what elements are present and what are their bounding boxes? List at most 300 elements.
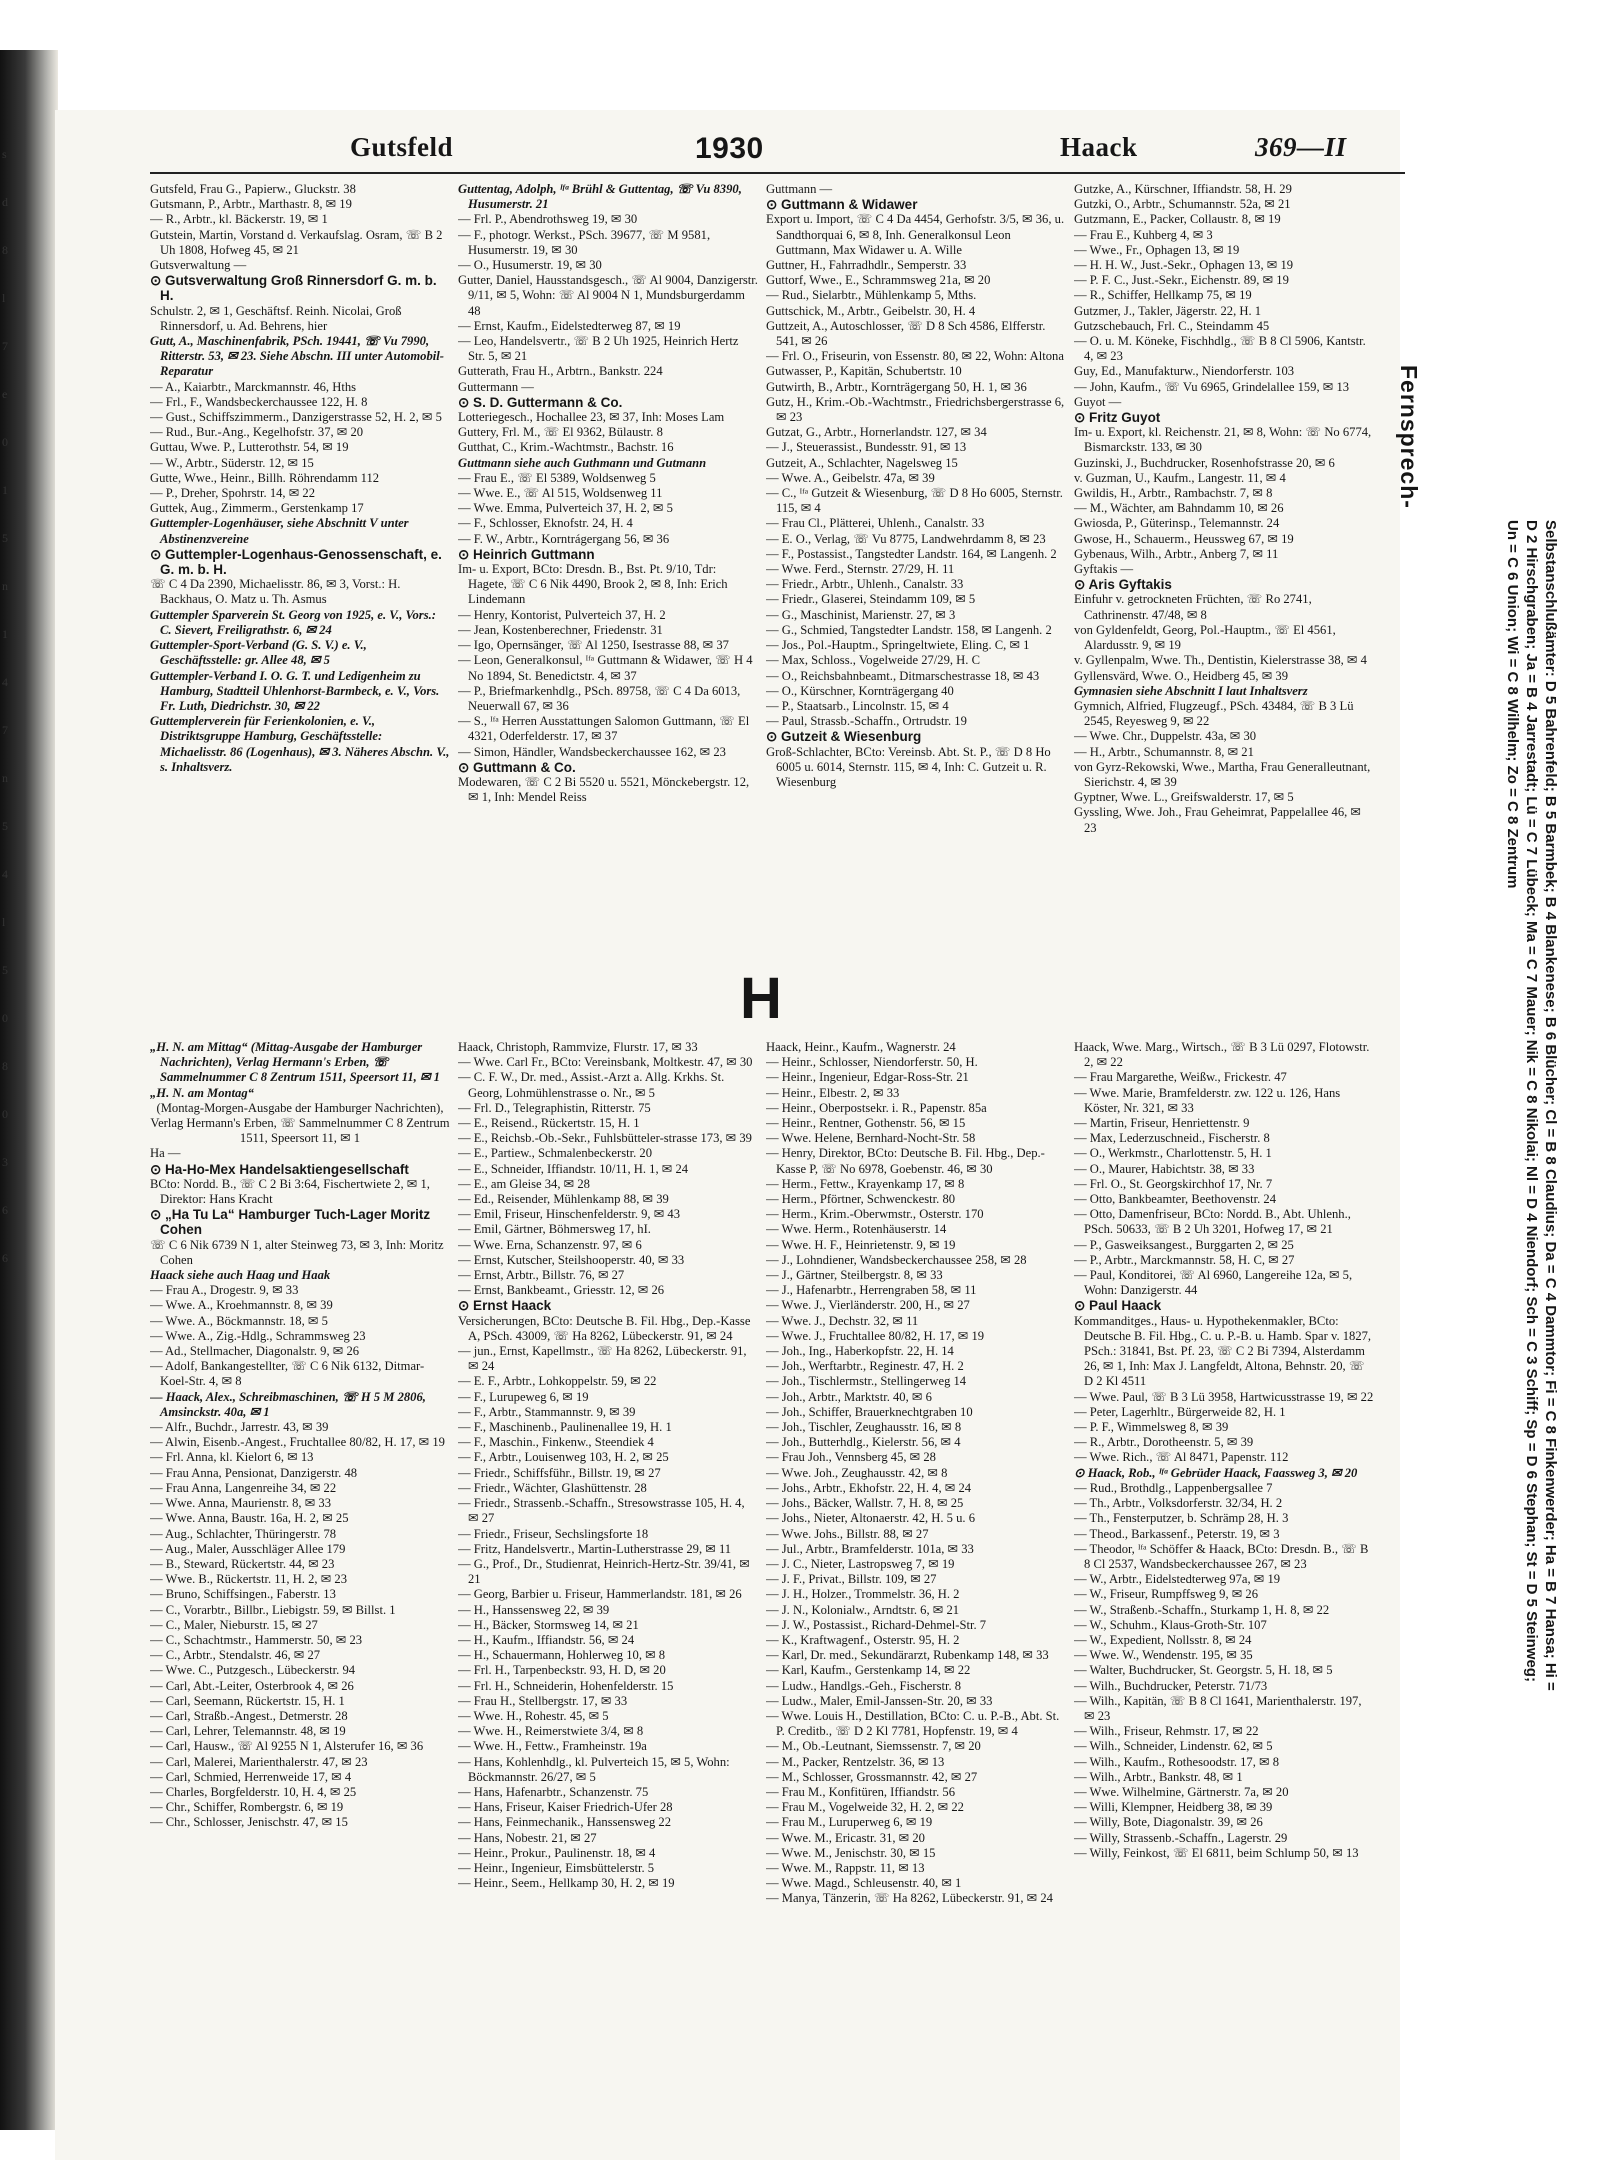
edge-character: 4 bbox=[2, 867, 8, 881]
directory-entry: — J. C., Nieter, Lastropsweg 7, ✉ 19 bbox=[766, 1556, 955, 1571]
directory-entry: Guttschick, M., Arbtr., Geibelstr. 30, H. 4 bbox=[766, 303, 976, 318]
edge-character: 1 bbox=[2, 627, 8, 641]
directory-entry: — Wwe. J., Dechstr. 32, ✉ 11 bbox=[766, 1313, 919, 1328]
directory-entry: — Emil, Gärtner, Böhmersweg 17, hI. bbox=[458, 1222, 651, 1237]
directory-entry: ⊙ Heinrich Guttmann bbox=[458, 546, 595, 562]
directory-entry: — Johs., Bäcker, Wallstr. 7, H. 8, ✉ 25 bbox=[766, 1496, 964, 1511]
edge-character: n bbox=[2, 579, 8, 593]
header-left-keyword: Gutsfeld bbox=[350, 132, 454, 162]
directory-entry: — Wwe. E., ☏ Al 515, Woldsenweg 11 bbox=[458, 486, 663, 501]
edge-character: 5 bbox=[2, 819, 8, 833]
directory-entry: — Friedr., Strassenb.-Schaffn., Stresowstrasse 105, H. 4, ✉ 27 bbox=[458, 1496, 745, 1526]
directory-entry: — Heinr., Schlosser, Niendorferstr. 50, H. bbox=[766, 1055, 978, 1070]
directory-entry: — Heinr., Ingenieur, Eimsbüttelerstr. 5 bbox=[458, 1860, 655, 1875]
directory-entry: — J., Steuerassist., Bundesstr. 91, ✉ 13 bbox=[766, 440, 967, 455]
directory-entry: — R., Arbtr., Dorotheenstr. 5, ✉ 39 bbox=[1074, 1435, 1254, 1450]
directory-entry: — Wwe. Johs., Billstr. 88, ✉ 27 bbox=[766, 1526, 929, 1541]
running-head bbox=[350, 132, 1435, 172]
directory-entry: — Wwe. Joh., Zeughausstr. 42, ✉ 8 bbox=[766, 1465, 948, 1480]
directory-entry: Gutsverwaltung — bbox=[150, 258, 247, 273]
directory-entry: — Joh., Werftarbtr., Reginestr. 47, H. 2 bbox=[766, 1359, 964, 1374]
directory-entry: — O. u. M. Köneke, Fischhdlg., ☏ B 8 Cl 5906, Kantstr. 4, ✉ 23 bbox=[1074, 334, 1366, 364]
directory-entry: — Leon, Generalkonsul, ᴵᶠᵃ Guttmann & Widawer, ☏ H 4 No 1894, St. Benedictstr. 4, ✉ 37 bbox=[458, 653, 753, 683]
directory-entry: Guzinski, J., Buchdrucker, Rosenhofstrasse 20, ✉ 6 bbox=[1074, 455, 1335, 470]
directory-entry: — O., Reichsbahnbeamt., Ditmarschestrasse 18, ✉ 43 bbox=[766, 668, 1040, 683]
directory-entry: — Henry, Kontorist, Pulverteich 37, H. 2 bbox=[458, 607, 666, 622]
directory-entry: — Ad., Stellmacher, Diagonalstr. 9, ✉ 26 bbox=[150, 1344, 360, 1359]
directory-entry: — E., am Gleise 34, ✉ 28 bbox=[458, 1176, 590, 1191]
directory-entry: Gymnich, Alfried, Flugzeugf., PSch. 43484, ☏ B 3 Lü 2545, Reyesweg 9, ✉ 22 bbox=[1074, 698, 1354, 729]
directory-entry: Haack, Wwe. Marg., Wirtsch., ☏ B 3 Lü 0297, Flotowstr. 2, ✉ 22 bbox=[1074, 1040, 1370, 1070]
directory-entry: — Willy, Feinkost, ☏ El 6811, beim Schlump 50, ✉ 13 bbox=[1074, 1845, 1359, 1860]
directory-entry: — Theodor, ᴵᶠᵃ Schöffer & Haack, BCto: Dresdn. B., ☏ B 8 Cl 2537, Wandsbeckerchaussee 267, ✉ 23 bbox=[1074, 1541, 1369, 1571]
edge-character: 7 bbox=[2, 723, 8, 737]
directory-entry: — S., ᴵᶠᵃ Herren Ausstattungen Salomon Guttmann, ☏ El 4321, Oderfelderstr. 17, ✉ 37 bbox=[458, 714, 750, 744]
directory-entry: Gutte, Wwe., Heinr., Billh. Röhrendamm 112 bbox=[150, 470, 380, 485]
directory-entry: Gutzschebauch, Frl. C., Steindamm 45 bbox=[1074, 318, 1270, 333]
directory-entry: — Wwe. Herm., Rotenhäuserstr. 14 bbox=[766, 1222, 947, 1237]
directory-entry: — E., Schneider, Iffiandstr. 10/11, H. 1, ✉ 24 bbox=[458, 1161, 689, 1176]
directory-entry: — Heinr., Prokur., Paulinenstr. 18, ✉ 4 bbox=[458, 1845, 656, 1860]
directory-entry: — Wilh., Arbtr., Bankstr. 48, ✉ 1 bbox=[1074, 1769, 1243, 1784]
directory-entry: — Joh., Schiffer, Brauerknechtgraben 10 bbox=[766, 1404, 973, 1419]
directory-entry: — E., Partiew., Schmalenbeckerstr. 20 bbox=[458, 1146, 652, 1161]
directory-entry: — Jean, Kostenberechner, Friedenstr. 31 bbox=[458, 622, 663, 637]
directory-entry: — K., Kraftwagenf., Osterstr. 95, H. 2 bbox=[766, 1632, 960, 1647]
directory-entry: — Ernst, Bankbeamt., Griesstr. 12, ✉ 26 bbox=[458, 1283, 665, 1298]
directory-entry: — Willy, Strassenb.-Schaffn., Lagerstr. 29 bbox=[1074, 1830, 1288, 1845]
directory-entry: — Max, Lederzuschneid., Fischerstr. 8 bbox=[1074, 1131, 1270, 1146]
directory-entry: — Wwe. M., Ericastr. 31, ✉ 20 bbox=[766, 1830, 925, 1845]
directory-entry: Gutz, H., Krim.-Ob.-Wachtmstr., Friedrichsbergerstrasse 6, ✉ 23 bbox=[766, 394, 1065, 425]
directory-entry: — E. O., Verlag, ☏ Vu 8775, Landwehrdamm 8, ✉ 23 bbox=[766, 531, 1046, 546]
directory-entry: — Rud., Brothdlg., Lappenbergsallee 7 bbox=[1074, 1480, 1273, 1495]
directory-entry: — J. F., Privat., Billstr. 109, ✉ 27 bbox=[766, 1572, 937, 1587]
directory-entry: — Wwe. A., Böckmannstr. 18, ✉ 5 bbox=[150, 1313, 328, 1328]
directory-entry: — John, Kaufm., ☏ Vu 6965, Grindelallee 159, ✉ 13 bbox=[1074, 379, 1350, 394]
directory-entry: Guttempler-Verband I. O. G. T. und Ledigenheim zu Hamburg, Stadtteil Uhlenhorst-Barmbeck, e. V., Vors. Fr. Luth, Diedrichstr. 30, ✉ 22 bbox=[150, 668, 440, 713]
directory-entry: — F., Maschin., Finkenw., Steendiek 4 bbox=[458, 1435, 654, 1450]
directory-entry: — C. F. W., Dr. med., Assist.-Arzt a. Allg. Krkhs. St. Georg, Lohmühlenstrasse o. Nr., ✉ 5 bbox=[458, 1070, 725, 1100]
directory-entry: — F., Arbtr., Stammannstr. 9, ✉ 39 bbox=[458, 1404, 636, 1419]
directory-entry: Gutt, A., Maschinenfabrik, PSch. 19441, ☏ Vu 7990, Ritterstr. 53, ✉ 23. Siehe Abschn. III unter Automobil-Reparatur bbox=[150, 334, 444, 379]
directory-entry: — Frl. H., Tarpenbeckstr. 93, H. D, ✉ 20 bbox=[458, 1663, 666, 1678]
directory-entry: — Heinr., Seem., Hellkamp 30, H. 2, ✉ 19 bbox=[458, 1876, 675, 1891]
header-right-keyword: Haack bbox=[1060, 132, 1138, 162]
directory-entry: Guyot — bbox=[1074, 394, 1122, 409]
directory-entry: — Wilh., Kapitän, ☏ B 8 Cl 1641, Marienthalerstr. 197, ✉ 23 bbox=[1074, 1693, 1362, 1723]
directory-entry: Gutthat, C., Krim.-Wachtmstr., Bachstr. 16 bbox=[458, 440, 674, 455]
directory-entry: — Frl. P., Abendrothsweg 19, ✉ 30 bbox=[458, 212, 638, 227]
directory-entry: Gutzeit, A., Schlachter, Nagelsweg 15 bbox=[766, 455, 958, 470]
edge-character: 3 bbox=[2, 1155, 8, 1169]
directory-entry: — F., Schlosser, Eknofstr. 24, H. 4 bbox=[458, 516, 633, 531]
directory-entry: — Carl, Malerei, Marienthalerstr. 47, ✉ 23 bbox=[150, 1754, 368, 1769]
directory-entry: — Wilh., Friseur, Rehmstr. 17, ✉ 22 bbox=[1074, 1724, 1259, 1739]
directory-entry: — W., Expedient, Nollsstr. 8, ✉ 24 bbox=[1074, 1632, 1252, 1647]
directory-entry: — Wwe. H., Rohestr. 45, ✉ 5 bbox=[458, 1708, 609, 1723]
directory-entry: — F., Postassist., Tangstedter Landstr. 164, ✉ Langenh. 2 bbox=[766, 546, 1057, 561]
directory-entry: Guttemplerverein für Ferienkolonien, e. V., Distriktsgruppe Hamburg, Geschäftsstelle: Michaelisstr. 86 (Logenhaus), ✉ 3. Näheres Abschn. V., s. Inhaltsverz. bbox=[150, 714, 450, 774]
directory-entry: — Bruno, Schiffsingen., Faberstr. 13 bbox=[150, 1587, 336, 1602]
directory-entry: „H. N. am Mittag“ (Mittag-Ausgabe der Hamburger Nachrichten), Verlag Hermann's Erben, ☏ Sammelnummer C 8 Zentrum 1511, Speersort 11, ✉ 1 bbox=[150, 1040, 440, 1085]
directory-entry: — Wwe. M., Jenischstr. 30, ✉ 15 bbox=[766, 1845, 936, 1860]
directory-entry: — O., Werkmstr., Charlottenstr. 5, H. 1 bbox=[1074, 1146, 1272, 1161]
directory-entry: Gutwirth, B., Arbtr., Kornträgergang 50, H. 1, ✉ 36 bbox=[766, 379, 1027, 394]
directory-entry: ☏ C 6 Nik 6739 N 1, alter Steinweg 73, ✉ 3, Inh: Moritz Cohen bbox=[150, 1237, 444, 1267]
directory-entry: — Joh., Ing., Haberkopfstr. 22, H. 14 bbox=[766, 1344, 954, 1359]
directory-entry: — Theod., Barkassenf., Peterstr. 19, ✉ 3 bbox=[1074, 1526, 1280, 1541]
edge-character: 6 bbox=[2, 1203, 8, 1217]
directory-entry: von Gyrz-Rekowski, Wwe., Martha, Frau Generalleutnant, Sierichstr. 4, ✉ 39 bbox=[1074, 759, 1371, 789]
directory-entry: — Chr., Schiffer, Rombergstr. 6, ✉ 19 bbox=[150, 1800, 344, 1815]
edge-character: 0 bbox=[2, 1107, 8, 1121]
directory-entry: Haack, Christoph, Rammvize, Flurstr. 17, ✉ 33 bbox=[458, 1040, 698, 1054]
directory-entry: Guttempler-Sport-Verband (G. S. V.) e. V., Geschäftsstelle: gr. Allee 48, ✉ 5 bbox=[150, 638, 367, 668]
directory-entry: — P., Briefmarkenhdlg., PSch. 89758, ☏ C 4 Da 6013, Neuerwall 67, ✉ 36 bbox=[458, 683, 741, 713]
directory-entry: ☏ C 4 Da 2390, Michaelisstr. 86, ✉ 3, Vorst.: H. Backhaus, O. Matz u. Th. Asmus bbox=[150, 577, 401, 607]
directory-entry: — Heinr., Rentner, Gothenstr. 56, ✉ 15 bbox=[766, 1116, 966, 1131]
directory-entry: — Jos., Pol.-Hauptm., Springeltwiete, Eling. C, ✉ 1 bbox=[766, 638, 1030, 653]
directory-entry: — Wwe. Chr., Duppelstr. 43a, ✉ 30 bbox=[1074, 729, 1257, 744]
directory-entry: — Aug., Schlachter, Thüringerstr. 78 bbox=[150, 1526, 337, 1541]
directory-entry: — Wwe. A., Geibelstr. 47a, ✉ 39 bbox=[766, 470, 935, 485]
directory-entry: v. Guzman, U., Kaufm., Langestr. 11, ✉ 4 bbox=[1074, 470, 1286, 485]
directory-entry: — Wwe. Helene, Bernhard-Nocht-Str. 58 bbox=[766, 1131, 976, 1146]
directory-entry: — Wwe. C., Putzgesch., Lübeckerstr. 94 bbox=[150, 1663, 356, 1678]
directory-entry: Ha — bbox=[150, 1146, 181, 1161]
directory-entry: Gyllensvärd, Wwe. O., Heidberg 45, ✉ 39 bbox=[1074, 668, 1288, 683]
directory-entry: — Wwe. B., Rückertstr. 11, H. 2, ✉ 23 bbox=[150, 1572, 347, 1587]
directory-entry: — jun., Ernst, Kapellmstr., ☏ Ha 8262, Lübeckerstr. 91, ✉ 24 bbox=[458, 1344, 747, 1374]
directory-entry: — Peter, Lagerhltr., Bürgerweide 82, H. 1 bbox=[1074, 1404, 1286, 1419]
directory-entry: Guttmann siehe auch Guthmann und Gutmann bbox=[458, 455, 707, 470]
directory-entry: ⊙ Guttempler-Logenhaus-Genossenschaft, e. G. m. b. H. bbox=[150, 546, 442, 578]
directory-entry: — O., Husumerstr. 19, ✉ 30 bbox=[458, 258, 602, 273]
directory-entry: — Otto, Bankbeamter, Beethovenstr. 24 bbox=[1074, 1192, 1277, 1207]
directory-entry: — J., Lohndiener, Wandsbeckerchaussee 258, ✉ 28 bbox=[766, 1252, 1027, 1267]
directory-entry: Gwildis, H., Arbtr., Rambachstr. 7, ✉ 8 bbox=[1074, 486, 1273, 501]
directory-entry: — Herm., Fettw., Krayenkamp 17, ✉ 8 bbox=[766, 1176, 965, 1191]
directory-entry: — R., Schiffer, Hellkamp 75, ✉ 19 bbox=[1074, 288, 1252, 303]
directory-entry: ⊙ Gutzeit & Wiesenburg bbox=[766, 729, 922, 745]
directory-entry: ⊙ Aris Gyftakis bbox=[1074, 577, 1172, 593]
directory-entry: Guttzeit, A., Autoschlosser, ☏ D 8 Sch 4586, Elfferstr. 541, ✉ 26 bbox=[766, 318, 1046, 349]
directory-entry: — Wwe. J., Fruchtallee 80/82, H. 17, ✉ 19 bbox=[766, 1328, 985, 1343]
directory-entry: Guttek, Aug., Zimmerm., Gerstenkamp 17 bbox=[150, 501, 364, 516]
directory-entry: — Rud., Bur.-Ang., Kegelhofstr. 37, ✉ 20 bbox=[150, 425, 364, 440]
directory-entry: — Frau M., Vogelweide 32, H. 2, ✉ 22 bbox=[766, 1800, 964, 1815]
directory-entry: — P., Arbtr., Marckmannstr. 58, H. C, ✉ 27 bbox=[1074, 1252, 1295, 1267]
header-year: 1930 bbox=[695, 132, 764, 165]
directory-entry: — Carl, Seemann, Rückertstr. 15, H. 1 bbox=[150, 1693, 345, 1708]
directory-entry: Haack, Heinr., Kaufm., Wagnerstr. 24 bbox=[766, 1040, 956, 1054]
directory-entry: — Wilh., Buchdrucker, Peterstr. 71/73 bbox=[1074, 1678, 1268, 1693]
directory-entry: — B., Steward, Rückertstr. 44, ✉ 23 bbox=[150, 1556, 335, 1571]
directory-entry: Kommanditges., Haus- u. Hypothekenmakler, BCto: Deutsche B. Fil. Hbg., C. u. P.-B. u. Hamb. Spar v. 1827, PSch.: 31841, Bst. Pf. 23, ☏ C 2 Bi 7394, Alsterdamm 26, ✉ 1, Inh: Max J. Langfeldt, Altona, Behnstr. 20, ☏ D 2 Kl 4511 bbox=[1074, 1313, 1372, 1389]
directory-entry: Guttorf, Wwe., E., Schrammsweg 21a, ✉ 20 bbox=[766, 273, 991, 288]
directory-entry: — Georg, Barbier u. Friseur, Hammerlandstr. 181, ✉ 26 bbox=[458, 1587, 742, 1602]
directory-entry: ⊙ Ernst Haack bbox=[458, 1298, 552, 1314]
directory-entry: — Wwe. A., Kroehmannstr. 8, ✉ 39 bbox=[150, 1298, 333, 1313]
directory-entry: — E., Reisend., Rückertstr. 15, H. 1 bbox=[458, 1116, 640, 1131]
directory-entry: — Wwe. J., Vierländerstr. 200, H., ✉ 27 bbox=[766, 1298, 970, 1313]
directory-entry: Im- u. Export, BCto: Dresdn. B., Bst. Pt. 9/10, Tdr: Hagete, ☏ C 6 Nik 4490, Brook 2, ✉ 8, Inh: Erich Lindemann bbox=[458, 562, 728, 607]
directory-entry: — Frau M., Konfitüren, Iffiandstr. 56 bbox=[766, 1784, 955, 1799]
directory-entry: — Wwe. Carl Fr., BCto: Vereinsbank, Moltkestr. 47, ✉ 30 bbox=[458, 1055, 753, 1070]
directory-entry: — Frau E., ☏ El 5389, Woldsenweg 5 bbox=[458, 470, 656, 485]
directory-entry: — Paul, Strassb.-Schaffn., Ortrudstr. 19 bbox=[766, 714, 967, 729]
directory-entry: — J. W., Postassist., Richard-Dehmel-Str. 7 bbox=[766, 1617, 987, 1632]
directory-entry: Gutsfeld, Frau G., Papierw., Gluckstr. 38 bbox=[150, 182, 356, 196]
directory-entry: — R., Arbtr., kl. Bäckerstr. 19, ✉ 1 bbox=[150, 212, 328, 227]
directory-entry: ⊙ S. D. Guttermann & Co. bbox=[458, 394, 623, 410]
facing-page-edge bbox=[2, 130, 16, 1282]
directory-entry: — Wwe. Marie, Bramfelderstr. zw. 122 u. 126, Hans Köster, Nr. 321, ✉ 33 bbox=[1074, 1085, 1341, 1115]
directory-entry: Guttempler Sparverein St. Georg von 1925, e. V., Vors.: C. Sievert, Freiligrathstr. 6, ✉ 24 bbox=[150, 607, 436, 637]
directory-entry: — Frau M., Luruperweg 6, ✉ 19 bbox=[766, 1815, 933, 1830]
directory-entry: — F., Maschinenb., Paulinenallee 19, H. 1 bbox=[458, 1420, 672, 1435]
directory-entry: — G., Prof., Dr., Studienrat, Heinrich-Hertz-Str. 39/41, ✉ 21 bbox=[458, 1556, 750, 1587]
directory-entry: — Wwe. H., Reimerstwiete 3/4, ✉ 8 bbox=[458, 1724, 644, 1739]
directory-entry: — J., Gärtner, Steilbergstr. 8, ✉ 33 bbox=[766, 1268, 943, 1283]
directory-entry: Gyptner, Wwe. L., Greifswalderstr. 17, ✉ 5 bbox=[1074, 790, 1294, 805]
directory-entry: — H., Kaufm., Iffiandstr. 56, ✉ 24 bbox=[458, 1632, 635, 1647]
directory-entry: Haack siehe auch Haag und Haak bbox=[150, 1268, 331, 1283]
directory-entry: Guttery, Frl. M., ☏ El 9362, Bülaustr. 8 bbox=[458, 425, 663, 440]
directory-entry: — Frau E., Kuhberg 4, ✉ 3 bbox=[1074, 227, 1213, 242]
directory-entry: — Charles, Borgfelderstr. 10, H. 4, ✉ 25 bbox=[150, 1784, 357, 1799]
directory-entry: — W., Arbtr., Süderstr. 12, ✉ 15 bbox=[150, 455, 314, 470]
edge-character: e bbox=[2, 387, 8, 401]
directory-entry: Schulstr. 2, ✉ 1, Geschäftsf. Reinh. Nicolai, Groß Rinnersdorf, u. Ad. Behrens, hier bbox=[150, 303, 402, 333]
directory-entry: — P., Dreher, Spohrstr. 14, ✉ 22 bbox=[150, 486, 316, 501]
directory-entry: — Wwe. H., Fettw., Framheinstr. 19a bbox=[458, 1739, 647, 1754]
directory-entry: — Heinr., Elbestr. 2, ✉ 33 bbox=[766, 1085, 900, 1100]
directory-entry: — Wwe. Emma, Pulverteich 37, H. 2, ✉ 5 bbox=[458, 501, 673, 516]
directory-entry: Modewaren, ☏ C 2 Bi 5520 u. 5521, Mönckebergstr. 12, ✉ 1, Inh: Mendel Reiss bbox=[458, 774, 750, 805]
directory-entry: — J. H., Holzer., Trommelstr. 36, H. 2 bbox=[766, 1587, 960, 1602]
directory-entry: — Frl. D., Telegraphistin, Ritterstr. 75 bbox=[458, 1100, 651, 1115]
column-5 bbox=[150, 1040, 450, 2060]
directory-entry: Gwose, H., Schauerm., Heussweg 67, ✉ 19 bbox=[1074, 531, 1294, 546]
edge-character: 8 bbox=[2, 1059, 8, 1073]
directory-entry: Groß-Schlachter, BCto: Vereinsb. Abt. St. P., ☏ D 8 Ho 6005 u. 6014, Sternstr. 115, ✉ 4, Inh: C. Gutzeit u. R. Wiesenburg bbox=[766, 744, 1051, 789]
directory-entry: — A., Kaiarbtr., Marckmannstr. 46, Hths bbox=[150, 379, 357, 394]
directory-entry: — C., Arbtr., Stendalstr. 46, ✉ 27 bbox=[150, 1648, 321, 1663]
directory-entry: — Frau Cl., Plätterei, Uhlenh., Canalstr. 33 bbox=[766, 516, 985, 531]
directory-entry: — Hans, Friseur, Kaiser Friedrich-Ufer 28 bbox=[458, 1800, 673, 1815]
exchange-abbreviations: Selbstanschlußämter: D 5 Bahrenfeld; B 5 Barmbek; B 4 Blankenese; B 6 Blücher; Cl = B 8 Claudius; Da = C 4 Dammtor; Fi = C 8 Finkenwerder; Ha = B 7 Hansa; Hi = D 2 Hirschgraben; Ja = B 4 Jarrestadt; Lü = C 7 Lübeck; Ma = C 7 Mauer; Nik = C 8 Nikolai; Nl = D 4 Niendorf; Sch = C 3 Schiff; Sp = D 6 Stephan; St = D 5 Steinweg; Un = C 6 Union; Wi = C 8 Wilhelm; Zo = C 8 Zentrum bbox=[1504, 520, 1559, 1691]
directory-entry: — Simon, Händler, Wandsbeckerchaussee 162, ✉ 23 bbox=[458, 744, 726, 759]
directory-entry: Gutsmann, P., Arbtr., Marthastr. 8, ✉ 19 bbox=[150, 197, 352, 212]
directory-entry: Gutzmer, J., Takler, Jägerstr. 22, H. 1 bbox=[1074, 303, 1262, 318]
directory-entry: Im- u. Export, kl. Reichenstr. 21, ✉ 8, Wohn: ☏ No 6774, Bismarckstr. 133, ✉ 30 bbox=[1074, 425, 1372, 455]
directory-entry: — Joh., Tischlermstr., Stellingerweg 14 bbox=[766, 1374, 967, 1389]
directory-entry: — Wwe. H. F., Heinrietenstr. 9, ✉ 19 bbox=[766, 1237, 956, 1252]
directory-entry: — Carl, Hausw., ☏ Al 9255 N 1, Alsterufer 16, ✉ 36 bbox=[150, 1739, 424, 1754]
directory-entry: — Haack, Alex., Schreibmaschinen, ☏ H 5 M 2806, Amsinckstr. 40a, ✉ 1 bbox=[150, 1389, 426, 1419]
column-3 bbox=[766, 182, 1066, 927]
directory-entry: — H., Bäcker, Stormsweg 14, ✉ 21 bbox=[458, 1617, 639, 1632]
directory-entry: Gutstein, Martin, Vorstand d. Verkaufslag. Osram, ☏ B 2 Uh 1808, Hofweg 45, ✉ 21 bbox=[150, 227, 443, 257]
directory-entry: ⊙ „Ha Tu La“ Hamburger Tuch-Lager Moritz Cohen bbox=[150, 1207, 431, 1238]
directory-entry: Gutwasser, P., Kapitän, Schubertstr. 10 bbox=[766, 364, 962, 379]
directory-entry: — W., Straßenb.-Schaffn., Sturkamp 1, H. 8, ✉ 22 bbox=[1074, 1602, 1330, 1617]
directory-entry: — Carl, Straßb.-Angest., Detmerstr. 28 bbox=[150, 1708, 348, 1723]
directory-entry: — Heinr., Ingenieur, Edgar-Ross-Str. 21 bbox=[766, 1070, 969, 1085]
directory-entry: Gybenaus, Wilh., Arbtr., Anberg 7, ✉ 11 bbox=[1074, 546, 1279, 561]
edge-character: d bbox=[2, 195, 8, 209]
directory-entry: — Willy, Bote, Diagonalstr. 39, ✉ 26 bbox=[1074, 1815, 1263, 1830]
directory-entry: — Ed., Reisender, Mühlenkamp 88, ✉ 39 bbox=[458, 1192, 669, 1207]
directory-entry: — Carl, Schmied, Herrenweide 17, ✉ 4 bbox=[150, 1769, 352, 1784]
directory-entry: Gymnasien siehe Abschnitt I laut Inhaltsverz bbox=[1074, 683, 1308, 698]
directory-entry: — Th., Fensterputzer, b. Schrämp 28, H. 3 bbox=[1074, 1511, 1289, 1526]
directory-entry: — C., Schachtmstr., Hammerstr. 50, ✉ 23 bbox=[150, 1632, 363, 1647]
directory-entry: — Henry, Direktor, BCto: Deutsche B. Fil. Hbg., Dep.-Kasse P, ☏ No 6978, Goebenstr. 46, ✉ 30 bbox=[766, 1146, 1045, 1176]
directory-entry: ⊙ Guttmann & Widawer bbox=[766, 197, 918, 213]
directory-entry: — Wwe. W., Wendenstr. 195, ✉ 35 bbox=[1074, 1648, 1253, 1663]
edge-character: n bbox=[2, 771, 8, 785]
directory-entry: — P. F., Wimmelsweg 8, ✉ 39 bbox=[1074, 1420, 1229, 1435]
directory-entry: — O., Maurer, Habichtstr. 38, ✉ 33 bbox=[1074, 1161, 1255, 1176]
directory-entry: — F. W., Arbtr., Korntrágergang 56, ✉ 36 bbox=[458, 531, 670, 546]
directory-entry: ⊙ Ha-Ho-Mex Handelsaktiengesellschaft bbox=[150, 1161, 409, 1177]
directory-entry: — Chr., Schlosser, Jenischstr. 47, ✉ 15 bbox=[150, 1815, 348, 1830]
directory-entry: — Wilh., Schneider, Lindenstr. 62, ✉ 5 bbox=[1074, 1739, 1273, 1754]
directory-entry: — G., Schmied, Tangstedter Landstr. 158, ✉ Langenh. 2 bbox=[766, 622, 1052, 637]
directory-entry: ⊙ Paul Haack bbox=[1074, 1298, 1162, 1314]
directory-entry: — P. F. C., Just.-Sekr., Eichenstr. 89, ✉ 19 bbox=[1074, 273, 1289, 288]
directory-entry: — Friedr., Friseur, Sechslingsforte 18 bbox=[458, 1526, 649, 1541]
directory-entry: Guttau, Wwe. P., Lutterothstr. 54, ✉ 19 bbox=[150, 440, 349, 455]
directory-entry: Gutzat, G., Arbtr., Hornerlandstr. 127, ✉ 34 bbox=[766, 425, 987, 440]
directory-entry: — Wwe. A., Zig.-Hdlg., Schrammsweg 23 bbox=[150, 1328, 366, 1343]
directory-entry: — Frau Anna, Pensionat, Danzigerstr. 48 bbox=[150, 1465, 358, 1480]
directory-entry: — H. H. W., Just.-Sekr., Ophagen 13, ✉ 19 bbox=[1074, 258, 1294, 273]
directory-entry: Gyssling, Wwe. Joh., Frau Geheimrat, Pappelallee 46, ✉ 23 bbox=[1074, 805, 1361, 835]
directory-entry: — Willi, Klempner, Heidberg 38, ✉ 39 bbox=[1074, 1800, 1273, 1815]
directory-entry: — Frl., F., Wandsbeckerchaussee 122, H. 8 bbox=[150, 394, 368, 409]
directory-entry: — O., Kürschner, Kornträgergang 40 bbox=[766, 683, 954, 698]
column-8 bbox=[1074, 1040, 1374, 2060]
directory-entry: — Manya, Tänzerin, ☏ Ha 8262, Lübeckerstr. 91, ✉ 24 bbox=[766, 1891, 1053, 1906]
directory-entry: — E. F., Arbtr., Lohkoppelstr. 59, ✉ 22 bbox=[458, 1374, 657, 1389]
header-rule bbox=[150, 172, 1405, 174]
directory-entry: — Igo, Opernsänger, ☏ Al 1250, Isestrasse 88, ✉ 37 bbox=[458, 638, 729, 653]
directory-entry: — Wwe. Ferd., Sternstr. 27/29, H. 11 bbox=[766, 562, 955, 577]
directory-entry: Guttner, H., Fahrradhdlr., Semperstr. 33 bbox=[766, 258, 967, 273]
section-letter: H bbox=[740, 966, 782, 1031]
directory-entry: Guttentag, Adolph, ᴵᶠᵃ Brühl & Guttentag, ☏ Vu 8390, Husumerstr. 21 bbox=[458, 182, 742, 212]
directory-entry: — Ernst, Arbtr., Billstr. 76, ✉ 27 bbox=[458, 1268, 625, 1283]
page-number: 369—II bbox=[1255, 132, 1347, 162]
directory-entry: ⊙ Gutsverwaltung Groß Rinnersdorf G. m. b. H. bbox=[150, 273, 437, 304]
directory-entry: — Johs., Arbtr., Ekhofstr. 22, H. 4, ✉ 24 bbox=[766, 1480, 972, 1495]
edge-character: 4 bbox=[2, 675, 8, 689]
directory-entry: Guttmann — bbox=[766, 182, 833, 196]
side-heading: Fernsprech- bbox=[1396, 365, 1422, 509]
directory-entry: — Frau Joh., Vennsberg 45, ✉ 28 bbox=[766, 1450, 936, 1465]
directory-entry: — Otto, Damenfriseur, BCto: Nordd. B., Abt. Uhlenh., PSch. 50633, ☏ B 2 Uh 3201, Hofweg 17, ✉ 21 bbox=[1074, 1207, 1351, 1237]
directory-entry: — J., Hafenarbtr., Herrengraben 58, ✉ 11 bbox=[766, 1283, 977, 1298]
directory-entry: Gutzmann, E., Packer, Collaustr. 8, ✉ 19 bbox=[1074, 212, 1281, 227]
directory-entry: — Herm., Pförtner, Schwenckestr. 80 bbox=[766, 1192, 956, 1207]
directory-entry: — Emil, Friseur, Hinschenfelderstr. 9, ✉ 43 bbox=[458, 1207, 681, 1222]
directory-entry: — Wwe. Anna, Baustr. 16a, H. 2, ✉ 25 bbox=[150, 1511, 349, 1526]
directory-entry: — Joh., Tischler, Zeughausstr. 16, ✉ 8 bbox=[766, 1420, 962, 1435]
directory-entry: „H. N. am Montag“ bbox=[150, 1085, 254, 1100]
edge-character: l bbox=[2, 915, 6, 929]
directory-entry: — E., Reichsb.-Ob.-Sekr., Fuhlsbütteler-strasse 173, ✉ 39 bbox=[458, 1131, 752, 1146]
directory-entry: — F., Arbtr., Louisenweg 103, H. 2, ✉ 25 bbox=[458, 1450, 669, 1465]
directory-entry: — F., photogr. Werkst., PSch. 39677, ☏ M 9581, Husumerstr. 19, ✉ 30 bbox=[458, 227, 711, 257]
directory-entry: v. Gyllenpalm, Wwe. Th., Dentistin, Kielerstrasse 38, ✉ 4 bbox=[1074, 653, 1367, 668]
directory-entry: — Aug., Maler, Ausschläger Allee 179 bbox=[150, 1541, 346, 1556]
directory-entry: — Carl, Lehrer, Telemannstr. 48, ✉ 19 bbox=[150, 1724, 346, 1739]
edge-character: 8 bbox=[2, 243, 8, 257]
directory-entry: — P., Staatsarb., Lincolnstr. 15, ✉ 4 bbox=[766, 698, 949, 713]
directory-entry: — Frl. O., Friseurin, von Essenstr. 80, ✉ 22, Wohn: Altona bbox=[766, 349, 1064, 364]
directory-entry: — Adolf, Bankangestellter, ☏ C 6 Nik 6132, Ditmar-Koel-Str. 4, ✉ 8 bbox=[150, 1359, 425, 1389]
directory-entry: — Ernst, Kaufm., Eidelstedterweg 87, ✉ 19 bbox=[458, 318, 681, 333]
directory-entry: — Walter, Buchdrucker, St. Georgstr. 5, H. 18, ✉ 5 bbox=[1074, 1663, 1333, 1678]
directory-entry: — Rud., Sielarbtr., Mühlenkamp 5, Mths. bbox=[766, 288, 977, 303]
directory-entry: — Frau Anna, Langenreihe 34, ✉ 22 bbox=[150, 1480, 337, 1495]
directory-entry: — F., Lurupeweg 6, ✉ 19 bbox=[458, 1389, 589, 1404]
directory-entry: — Alwin, Eisenb.-Angest., Fruchtallee 80/82, H. 17, ✉ 19 bbox=[150, 1435, 445, 1450]
directory-entry: — Wwe. Louis H., Destillation, BCto: C. u. P.-B., Abt. St. P. Creditb., ☏ D 2 Kl 7781, Hopfenstr. 19, ✉ 4 bbox=[766, 1708, 1060, 1739]
directory-entry: Gutzke, A., Kürschner, Iffiandstr. 58, H. 29 bbox=[1074, 182, 1292, 196]
directory-entry: — W., Arbtr., Eidelstedterweg 97a, ✉ 19 bbox=[1074, 1572, 1281, 1587]
directory-entry: Export u. Import, ☏ C 4 Da 4454, Gerhofstr. 3/5, ✉ 36, u. Sandthorquai 6, ✉ 8, Inh. Generalkonsul Leon Guttmann, Max Widawer u. A. Wille bbox=[766, 212, 1065, 257]
directory-entry: — Jul., Arbtr., Bramfelderstr. 101a, ✉ 33 bbox=[766, 1541, 974, 1556]
directory-entry: Guttermann — bbox=[458, 379, 534, 394]
directory-entry: — Wwe. Magd., Schleusenstr. 40, ✉ 1 bbox=[766, 1876, 962, 1891]
directory-entry: — H., Schauermann, Hohlerweg 10, ✉ 8 bbox=[458, 1648, 666, 1663]
directory-entry: — Hans, Hafenarbtr., Schanzenstr. 75 bbox=[458, 1784, 649, 1799]
directory-entry: ⊙ Fritz Guyot bbox=[1074, 410, 1161, 426]
directory-entry: — Joh., Arbtr., Marktstr. 40, ✉ 6 bbox=[766, 1389, 932, 1404]
directory-entry: — H., Arbtr., Schumannstr. 8, ✉ 21 bbox=[1074, 744, 1254, 759]
directory-entry: — Max, Schloss., Vogelweide 27/29, H. C bbox=[766, 653, 980, 668]
directory-entry: — Alfr., Buchdr., Jarrestr. 43, ✉ 39 bbox=[150, 1420, 329, 1435]
edge-character: 5 bbox=[2, 531, 8, 545]
directory-entry: — Friedr., Wächter, Glashüttenstr. 28 bbox=[458, 1480, 647, 1495]
directory-entry: — W., Schuhm., Klaus-Groth-Str. 107 bbox=[1074, 1617, 1267, 1632]
directory-entry: Versicherungen, BCto: Deutsche B. Fil. Hbg., Dep.-Kasse A, PSch. 43009, ☏ Ha 8262, Lübeckerstr. 91, ✉ 24 bbox=[458, 1313, 751, 1343]
directory-entry: — Karl, Kaufm., Gerstenkamp 14, ✉ 22 bbox=[766, 1663, 971, 1678]
directory-entry: — P., Gasweiksangest., Burggarten 2, ✉ 25 bbox=[1074, 1237, 1294, 1252]
column-1 bbox=[150, 182, 450, 927]
directory-entry: — H., Hanssensweg 22, ✉ 39 bbox=[458, 1602, 610, 1617]
column-2 bbox=[458, 182, 758, 927]
directory-entry: — Wwe. Paul, ☏ B 3 Lü 3958, Hartwicusstrasse 19, ✉ 22 bbox=[1074, 1389, 1374, 1404]
directory-entry: — Leo, Handelsvertr., ☏ B 2 Uh 1925, Heinrich Hertz Str. 5, ✉ 21 bbox=[458, 334, 739, 364]
directory-entry: — Paul, Konditorei, ☏ Al 6960, Langereihe 12a, ✉ 5, Wohn: Danzigerstr. 44 bbox=[1074, 1268, 1353, 1298]
directory-entry: — Wwe. Anna, Maurienstr. 8, ✉ 33 bbox=[150, 1496, 332, 1511]
edge-character: 0 bbox=[2, 1011, 8, 1025]
column-6 bbox=[458, 1040, 758, 2060]
directory-entry: — G., Maschinist, Marienstr. 27, ✉ 3 bbox=[766, 607, 956, 622]
edge-character: 7 bbox=[2, 339, 8, 353]
directory-entry: — M., Ob.-Leutnant, Siemssenstr. 7, ✉ 20 bbox=[766, 1739, 981, 1754]
directory-entry: — Hans, Feinmechanik., Hanssensweg 22 bbox=[458, 1815, 672, 1830]
directory-entry: — Karl, Dr. med., Sekundärarzt, Rubenkamp 148, ✉ 33 bbox=[766, 1648, 1049, 1663]
directory-entry: BCto: Nordd. B., ☏ C 2 Bi 3:64, Fischertwiete 2, ✉ 1, Direktor: Hans Kracht bbox=[150, 1176, 430, 1207]
directory-entry: ⊙ Haack, Rob., ᴵᶠᵃ Gebrüder Haack, Faassweg 3, ✉ 20 bbox=[1074, 1465, 1358, 1480]
